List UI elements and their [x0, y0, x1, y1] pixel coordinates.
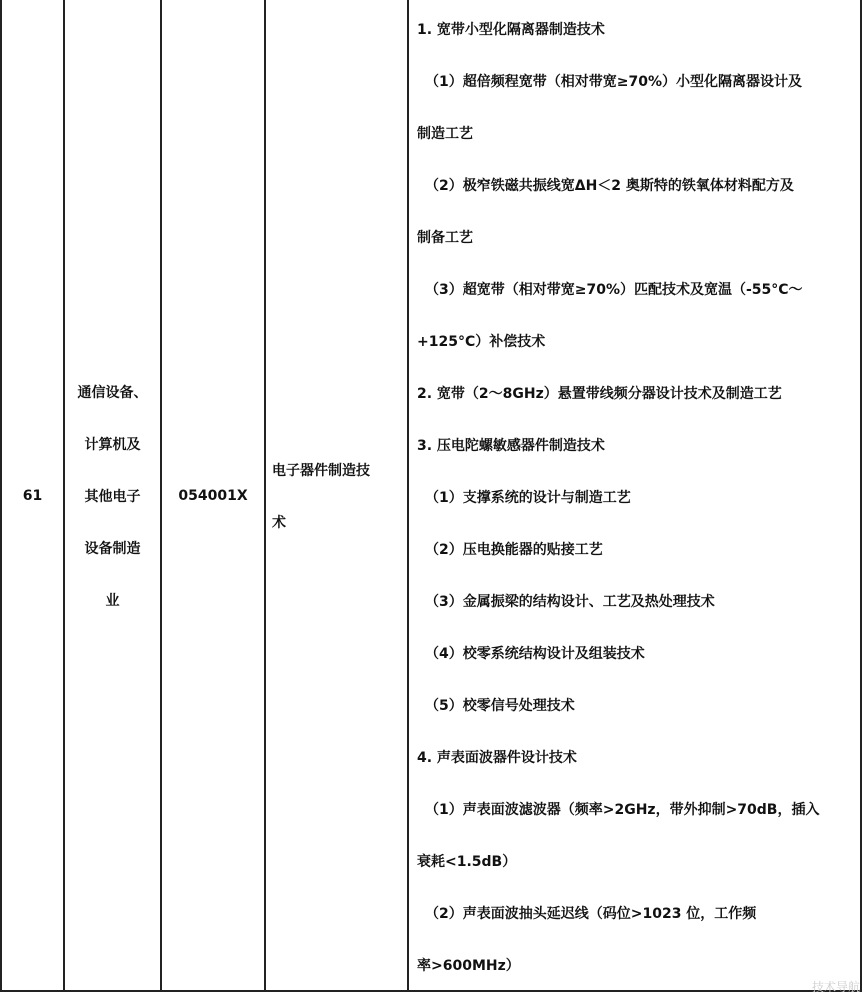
detail-line: 衰耗<1.5dB） [417, 854, 517, 870]
industry-line: 计算机及 [84, 437, 141, 453]
detail-line: 2. 宽带（2～8GHz）悬置带线频分器设计技术及制造工艺 [417, 386, 782, 402]
detail-line: （3）超宽带（相对带宽≥70%）匹配技术及宽温（-55°C～ [425, 282, 803, 298]
detail-line: （2）声表面波抽头延迟线（码位>1023 位，工作频 [425, 906, 757, 922]
detail-line: 1. 宽带小型化隔离器制造技术 [417, 22, 605, 38]
column-divider-3 [264, 0, 266, 992]
watermark: 技术导航 [811, 980, 860, 994]
detail-line: 率>600MHz） [417, 958, 520, 974]
table-border-right [860, 0, 862, 992]
technology-code: 054001X [178, 488, 248, 504]
detail-line: 制备工艺 [417, 230, 473, 246]
detail-line: （4）校零系统结构设计及组装技术 [425, 646, 645, 662]
detail-line: （1）声表面波滤波器（频率>2GHz，带外抑制>70dB，插入 [425, 802, 820, 818]
column-divider-4 [407, 0, 409, 992]
detail-line: （1）支撑系统的设计与制造工艺 [425, 490, 631, 506]
detail-line: 4. 声表面波器件设计技术 [417, 750, 577, 766]
industry-line: 其他电子 [84, 489, 141, 505]
detail-line: 制造工艺 [417, 126, 473, 142]
industry-line: 通信设备、 [77, 385, 148, 401]
industry-line: 业 [105, 593, 120, 609]
category-line: 术 [272, 515, 286, 531]
detail-line: （2）压电换能器的贴接工艺 [425, 542, 603, 558]
detail-line: （2）极窄铁磁共振线宽ΔH＜2 奥斯特的铁氧体材料配方及 [425, 178, 794, 194]
detail-line: （1）超倍频程宽带（相对带宽≥70%）小型化隔离器设计及 [425, 74, 802, 90]
category-line: 电子器件制造技 [272, 463, 370, 479]
industry-line: 设备制造 [84, 541, 141, 557]
detail-line: （3）金属振梁的结构设计、工艺及热处理技术 [425, 594, 715, 610]
table-border-bottom [0, 990, 862, 992]
row-number: 61 [22, 488, 43, 504]
detail-line: （5）校零信号处理技术 [425, 698, 575, 714]
detail-line: 3. 压电陀螺敏感器件制造技术 [417, 438, 605, 454]
detail-line: +125°C）补偿技术 [417, 334, 546, 350]
